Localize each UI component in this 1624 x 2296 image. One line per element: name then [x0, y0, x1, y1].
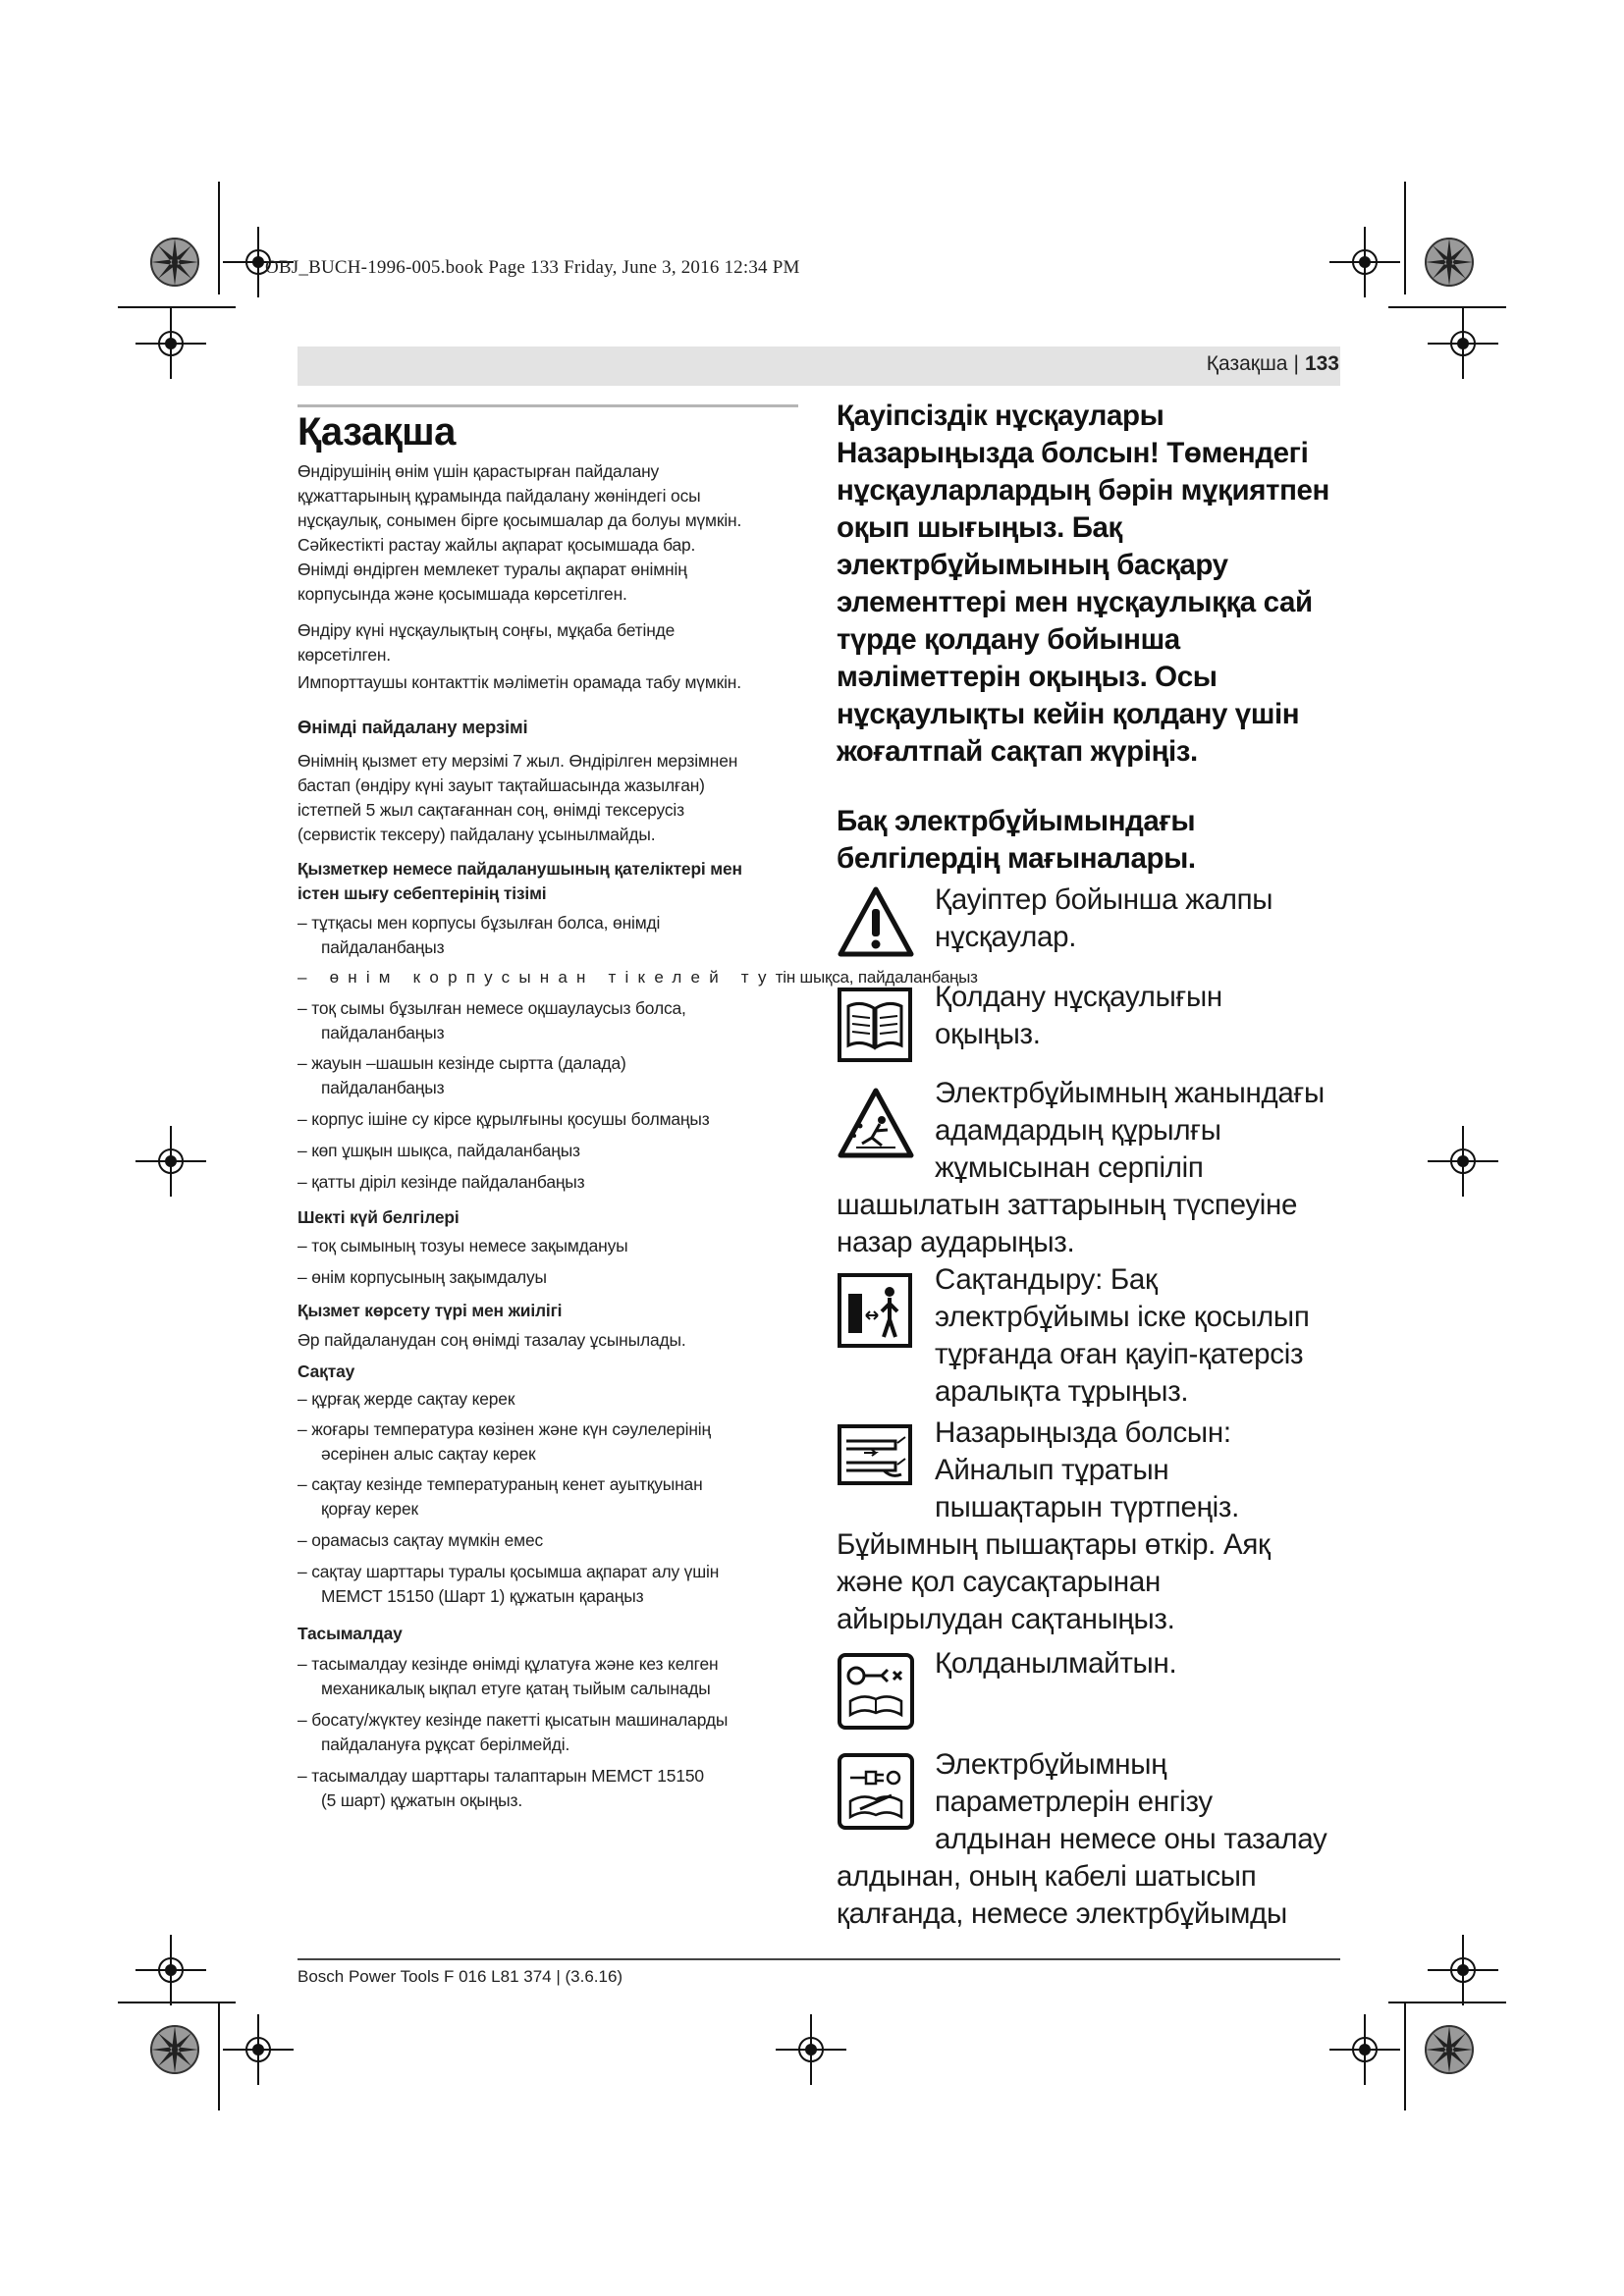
failure-item: – қатты діріл кезінде пайдаланбаңыз [298, 1172, 585, 1192]
text-line: Сақтандыру: Бақ [935, 1263, 1158, 1296]
list-item-text: – тоқ сымы бұзылған немесе оқшаулаусыз болса, пайдаланбаңыз [298, 998, 686, 1042]
text-line: тұрғанда оған қауіп-қатерсіз [935, 1338, 1304, 1370]
text-line: түрде қолдану бойынша [837, 623, 1180, 656]
failure-item: – көп ұшқын шықса, пайдаланбаңыз [298, 1141, 580, 1160]
lifetime-paragraph [298, 749, 798, 847]
transport-heading: Тасымалдау [298, 1624, 403, 1643]
text-line: Бақ электрбұйымындағы [837, 805, 1196, 837]
critical-item: – тоқ сымының тозуы немесе зақымдануы [298, 1236, 628, 1255]
list-item-text: – жауын –шашын кезінде сыртта (далада) пайдаланбаңыз [298, 1053, 626, 1097]
text-line: Қызметкер немесе пайдаланушының қателіктері мен [298, 859, 742, 879]
transport-item [298, 1652, 798, 1701]
text-line: жоғалтпай сақтап жүріңіз. [837, 735, 1198, 768]
text-line: істен шығу себептерінің тізімі [298, 883, 547, 903]
rotating-blades-icon [837, 1423, 913, 1486]
symbol-description-continued [837, 1858, 1287, 1933]
failure-item-spaced [298, 965, 978, 989]
text-line: Өндірушінің өнім үшін қарастырған пайдалану [298, 461, 660, 481]
text-line: электрбұйымының басқару [837, 549, 1228, 581]
storage-item [298, 1417, 798, 1467]
text-line: адамдардың құрылғы [935, 1114, 1221, 1147]
text-line: Қолданылмайтын. [935, 1647, 1177, 1680]
failure-item: – корпус ішіне су кірсе құрылғыны қосушы болмаңыз [298, 1109, 710, 1129]
text-line: Қолдану нұсқаулығын [935, 981, 1222, 1013]
text-line: құжаттарының құрамында пайдалану жөніндегі осы [298, 486, 701, 506]
storage-heading: Сақтау [298, 1362, 355, 1381]
text-line: (сервистік тексеру) пайдалану ұсынылмайды. [298, 825, 656, 844]
keep-distance-icon [837, 1272, 913, 1349]
read-manual-icon [837, 987, 913, 1063]
safety-warning-paragraph [837, 435, 1347, 771]
text-line: Электрбұйымның [935, 1748, 1167, 1781]
storage-item [298, 1472, 798, 1522]
text-line: бастап (өндіру күні зауыт тақтайшасында жазылған) [298, 775, 705, 795]
list-item-text: – тасымалдау кезінде өнімді құлатуға және кез келген механикалық ықпал етуге қатаң тыйым салынады [298, 1654, 719, 1698]
text-line: Назарыңызда болсын! Төмендегі [837, 437, 1309, 469]
text-line: белгілердің мағыналары. [837, 842, 1196, 875]
list-item-text: – тұтқасы мен корпусы бұзылған болса, өнімді пайдаланбаңыз [298, 913, 661, 957]
symbol-description [935, 1261, 1310, 1411]
text-line: нұсқаулар. [935, 921, 1077, 953]
safety-heading: Қауіпсіздік нұсқаулары [837, 400, 1164, 432]
list-item-text: – босату/жүктеу кезінде пакетті қысатын машиналарды пайдалануға рұқсат берілмейді. [298, 1710, 729, 1754]
text-line: мәліметтерін оқыңыз. Осы [837, 661, 1218, 693]
storage-item [298, 1560, 798, 1609]
text-line: нұсқаулық, сонымен бірге қосымшалар да болуы мүмкін. [298, 510, 742, 530]
list-item-text-tail: тін шықса, пайдаланбаңыз [775, 968, 978, 987]
text-line: оқыңыз. [935, 1018, 1041, 1050]
text-line: элементтері мен нұсқаулыққа сай [837, 586, 1313, 618]
not-applicable-icon [837, 1652, 915, 1731]
book-file-info: OBJ_BUCH-1996-005.book Page 133 Friday, June 3, 2016 12:34 PM [265, 257, 800, 278]
text-line: алдынан, оның кабелі шатысып [837, 1860, 1257, 1893]
service-text: Әр пайдаланудан соң өнімді тазалау ұсынылады. [298, 1330, 686, 1350]
text-line: Сәйкестікті растау жайлы ақпарат қосымшада бар. [298, 535, 696, 555]
page-footer: Bosch Power Tools F 016 L81 374 | (3.6.16) [298, 1967, 623, 1986]
text-line: істетпей 5 жыл сақтағаннан соң, өнімді тексерусіз [298, 800, 684, 820]
text-line: пышақтарын түртпеңіз. [935, 1491, 1240, 1523]
text-line: нұсқаулықты кейін қолдану үшін [837, 698, 1300, 730]
text-line: шашылатын заттарының түспеуіне [837, 1189, 1298, 1221]
failure-heading [298, 857, 798, 906]
text-line: Айналып тұратын [935, 1454, 1169, 1486]
symbol-description [935, 1075, 1325, 1187]
warning-triangle-icon [837, 885, 915, 958]
flying-debris-icon [837, 1087, 915, 1159]
symbol-description [935, 1645, 1176, 1682]
text-line: және қол саусақтарынан [837, 1566, 1161, 1598]
text-line: Өнімнің қызмет ету мерзімі 7 жыл. Өндірілген мерзімнен [298, 751, 738, 771]
left-column-rule [298, 404, 798, 407]
importer-note: Импорттаушы контакттік мәліметін орамада табу мүмкін. [298, 672, 741, 692]
storage-item: – орамасыз сақтау мүмкін емес [298, 1530, 544, 1550]
text-line: Бұйымның пышақтары өткір. Аяқ [837, 1528, 1271, 1561]
page-number: 133 [1304, 352, 1339, 375]
text-line: Өндіру күні нұсқаулықтың соңғы, мұқаба бетінде [298, 620, 676, 640]
text-line: назар аударыңыз. [837, 1226, 1075, 1258]
text-line: көрсетілген. [298, 645, 391, 665]
symbol-description [935, 1415, 1239, 1526]
symbol-description [935, 979, 1222, 1053]
symbol-description-continued [837, 1526, 1271, 1638]
list-item-text: – жоғары температура көзінен және күн сәулелерінің әсерінен алыс сақтау керек [298, 1419, 711, 1464]
text-line: оқып шығыңыз. Бақ [837, 511, 1122, 544]
symbol-description-continued [837, 1187, 1297, 1261]
text-line: корпусында және қосымшада көрсетілген. [298, 584, 627, 604]
lifetime-heading: Өнімді пайдалану мерзімі [298, 717, 528, 737]
text-line: электрбұйымы іске қосылып [935, 1301, 1310, 1333]
critical-state-heading: Шекті күй белгілері [298, 1207, 460, 1227]
text-line: Қауіптер бойынша жалпы [935, 883, 1273, 916]
symbols-heading [837, 803, 1347, 878]
text-line: жұмысынан серпіліп [935, 1151, 1204, 1184]
transport-item [298, 1708, 798, 1757]
critical-item: – өнім корпусының зақымдалуы [298, 1267, 547, 1287]
text-line: Назарыңызда болсын: [935, 1416, 1231, 1449]
service-heading: Қызмет көрсету түрі мен жиілігі [298, 1301, 563, 1320]
failure-item [298, 996, 798, 1045]
list-item-text: – тасымалдау шарттары талаптарын МЕМСТ 15150 (5 шарт) құжатын оқыңыз. [298, 1766, 704, 1810]
unplug-before-maintenance-icon [837, 1752, 915, 1831]
symbol-description [935, 1746, 1326, 1858]
text-line: параметрлерін енгізу [935, 1786, 1213, 1818]
text-line: алдынан немесе оны тазалау [935, 1823, 1327, 1855]
footer-rule [298, 1958, 1340, 1960]
list-item-text: – сақтау шарттары туралы қосымша ақпарат алу үшін МЕМСТ 15150 (Шарт 1) құжатын қараңыз [298, 1562, 720, 1606]
page-title: Қазақша [298, 410, 456, 454]
symbol-description [935, 881, 1272, 956]
text-line: аралықта тұрыңыз. [935, 1375, 1189, 1408]
text-line: Өнімді өндірген мемлекет туралы ақпарат өнімнің [298, 560, 687, 579]
text-line: Электрбұйымның жанындағы [935, 1077, 1325, 1109]
failure-item [298, 911, 798, 960]
header-section: Қазақша [1206, 352, 1288, 375]
list-item-text: – сақтау кезінде температураның кенет ауытқуынан қорғау керек [298, 1474, 703, 1519]
storage-item: – құрғақ жерде сақтау керек [298, 1389, 515, 1409]
text-line: қалғанда, немесе электрбұйымды [837, 1897, 1287, 1930]
failure-item [298, 1051, 798, 1100]
page-header-band [298, 347, 1340, 386]
page-header: Қазақша | 133 [1206, 352, 1339, 375]
text-line: нұсқауларлардың бәрін мұқиятпен [837, 474, 1329, 507]
manufacture-date-note [298, 618, 798, 667]
transport-item [298, 1764, 798, 1813]
intro-paragraph [298, 459, 798, 607]
list-item-text: – өнім корпусынан тікелей ту [298, 968, 776, 987]
text-line: айырылудан сақтаныңыз. [837, 1603, 1175, 1635]
